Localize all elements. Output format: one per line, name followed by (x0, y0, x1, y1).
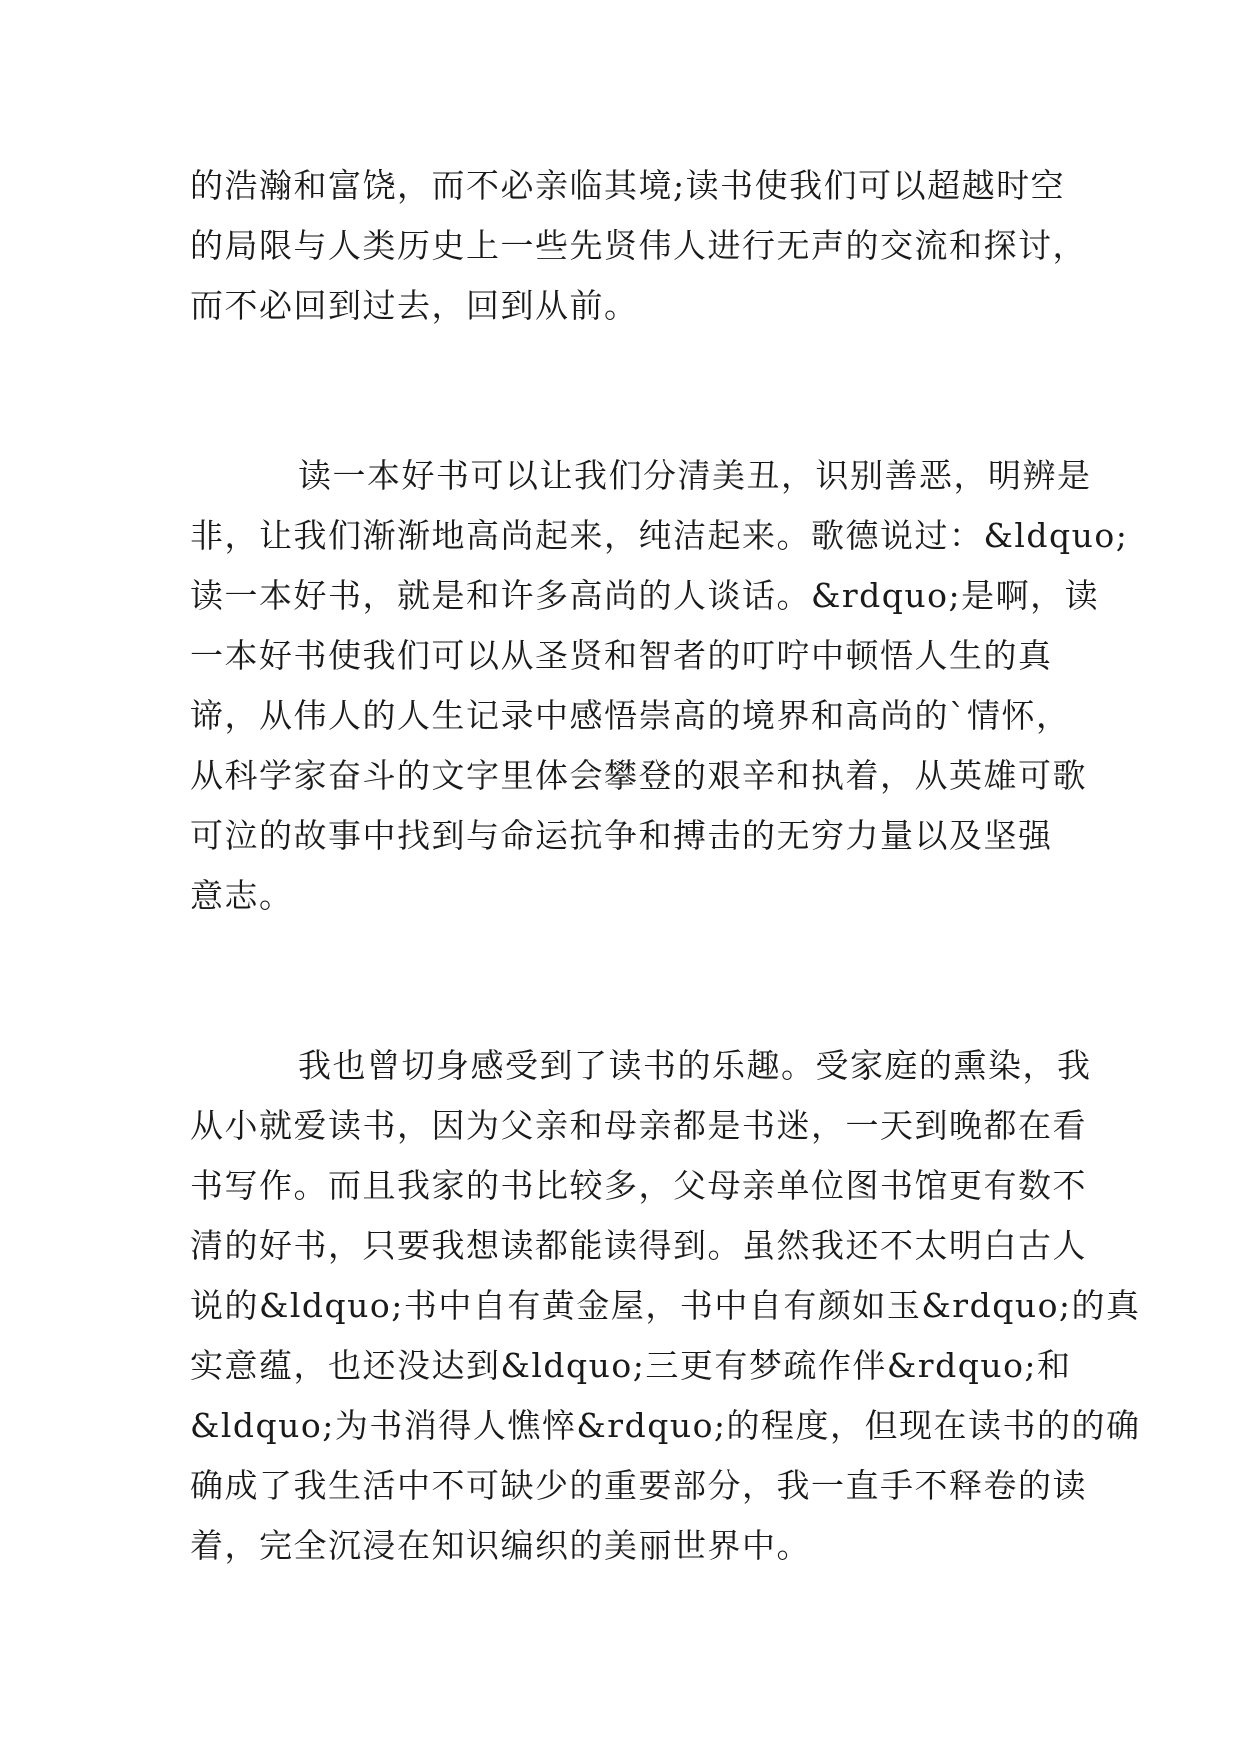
text-line: 意志。 (190, 876, 294, 915)
text-line: 读一本好书，就是和许多高尚的人谈话。&rdquo;是啊，读 (190, 576, 1100, 615)
paragraph-2 (190, 446, 1129, 926)
text-line: 我也曾切身感受到了读书的乐趣。受家庭的熏染，我 (298, 1046, 1092, 1085)
text-line: 非，让我们渐渐地高尚起来，纯洁起来。歌德说过：&ldquo; (190, 516, 1129, 555)
text-line: 清的好书，只要我想读都能读得到。虽然我还不太明白古人 (190, 1226, 1087, 1265)
text-line: 书写作。而且我家的书比较多，父母亲单位图书馆更有数不 (190, 1166, 1087, 1205)
text-line: 的浩瀚和富饶，而不必亲临其境;读书使我们可以超越时空 (190, 166, 1066, 205)
text-line: 实意蕴，也还没达到&ldquo;三更有梦疏作伴&rdquo;和 (190, 1346, 1072, 1385)
text-line: 着，完全沉浸在知识编织的美丽世界中。 (190, 1526, 811, 1565)
text-line: 一本好书使我们可以从圣贤和智者的叮咛中顿悟人生的真 (190, 636, 1053, 675)
text-line: 而不必回到过去，回到从前。 (190, 286, 639, 325)
text-line: 的局限与人类历史上一些先贤伟人进行无声的交流和探讨， (190, 226, 1087, 265)
text-line: 谛，从伟人的人生记录中感悟崇高的境界和高尚的`情怀， (190, 696, 1071, 735)
text-line: 从小就爱读书，因为父亲和母亲都是书迷，一天到晚都在看 (190, 1106, 1087, 1145)
text-line: 确成了我生活中不可缺少的重要部分，我一直手不释卷的读 (190, 1466, 1087, 1505)
paragraph-3 (190, 1036, 1141, 1576)
text-line: &ldquo;为书消得人憔悴&rdquo;的程度，但现在读书的的确 (190, 1406, 1141, 1445)
text-line: 可泣的故事中找到与命运抗争和搏击的无穷力量以及坚强 (190, 816, 1053, 855)
text-line: 读一本好书可以让我们分清美丑，识别善恶，明辨是 (298, 456, 1092, 495)
text-line: 说的&ldquo;书中自有黄金屋，书中自有颜如玉&rdquo;的真 (190, 1286, 1141, 1325)
paragraph-1 (190, 156, 1087, 336)
text-line: 从科学家奋斗的文字里体会攀登的艰辛和执着，从英雄可歌 (190, 756, 1087, 795)
